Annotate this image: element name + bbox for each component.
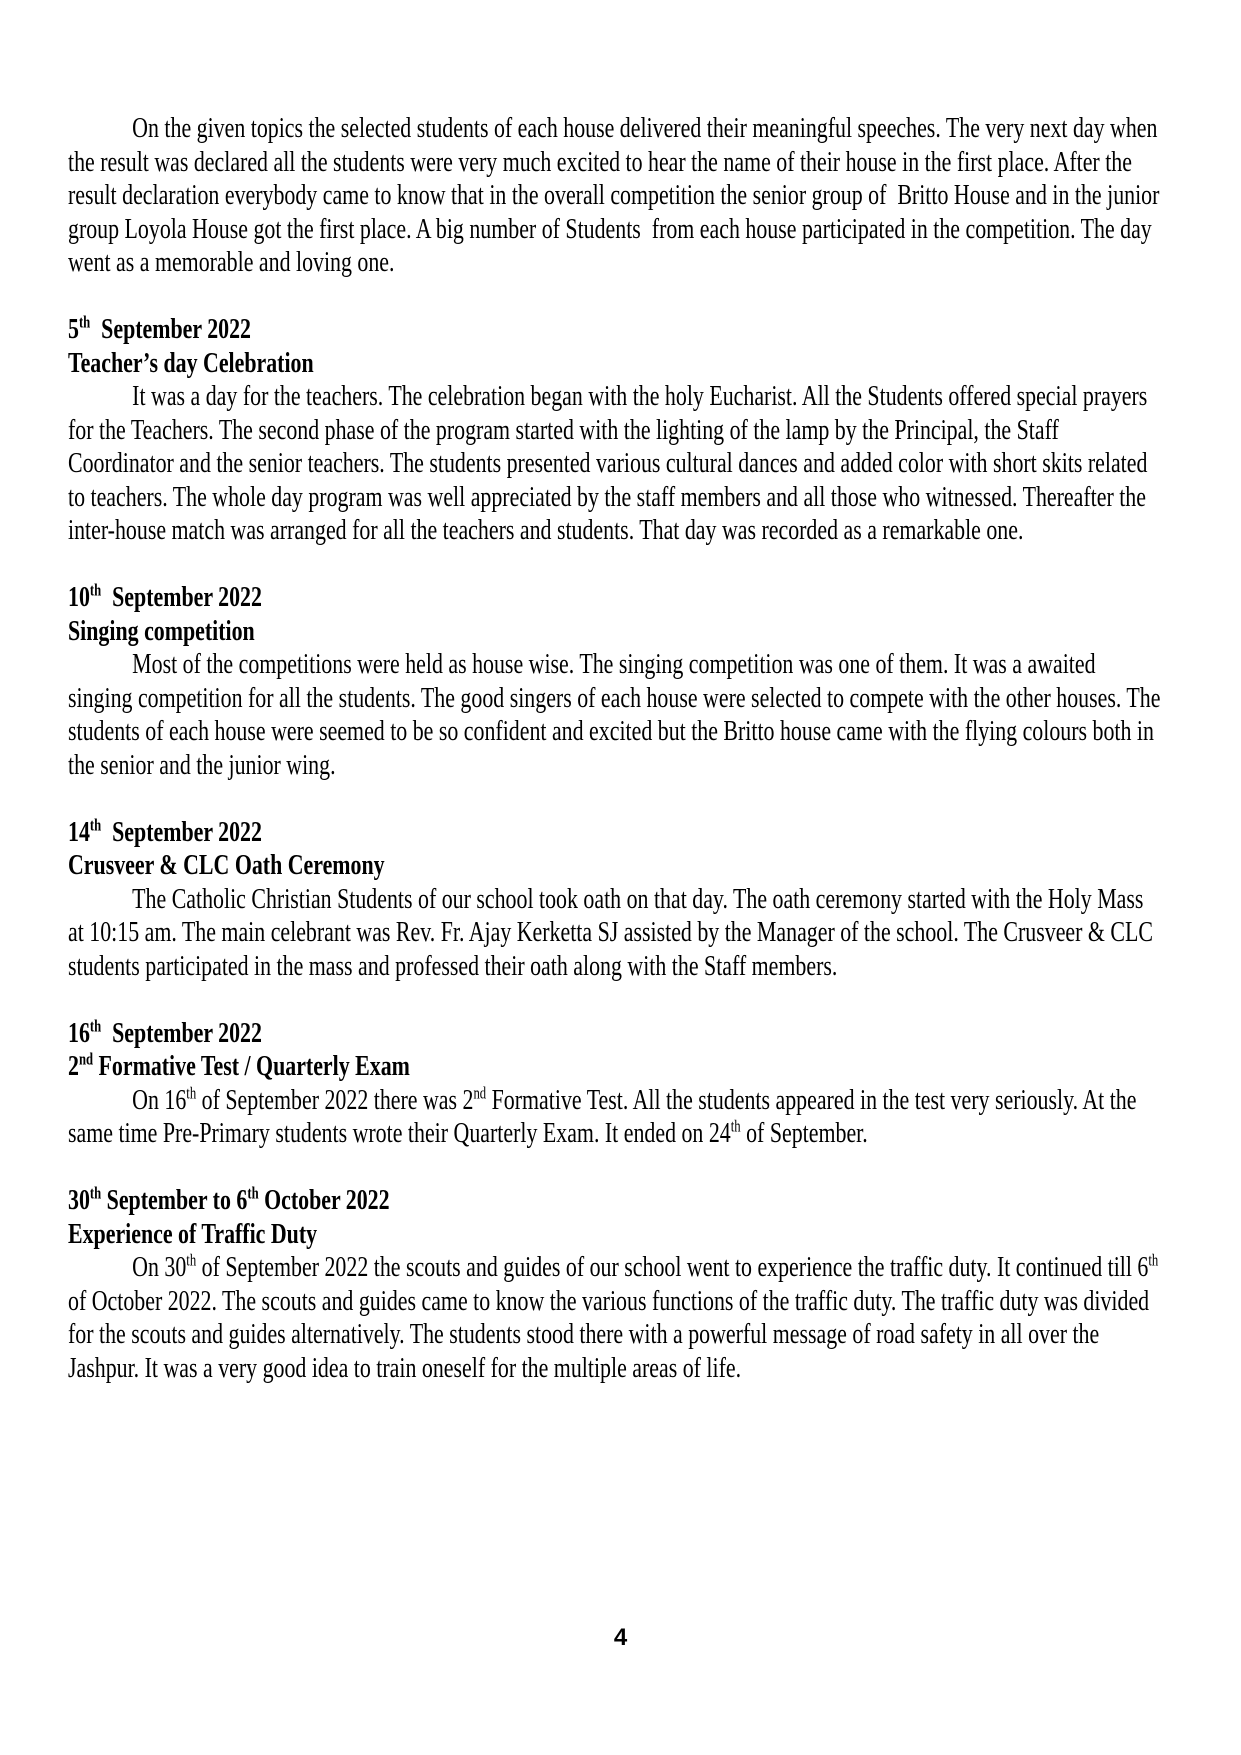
- section-date-heading: [68, 313, 1163, 347]
- section-paragraph: [68, 648, 1166, 782]
- ordinal-superscript: th: [186, 1082, 197, 1102]
- ordinal-superscript: nd: [473, 1082, 487, 1102]
- text-run: of September.: [740, 1117, 868, 1149]
- text-run: 10: [68, 581, 90, 613]
- text-run: 16: [68, 1016, 90, 1049]
- ordinal-superscript: th: [1148, 1250, 1159, 1270]
- text-run: of September 2022 the scouts and guides of our school went to experience the traffic duty. It continued till 6: [196, 1251, 1149, 1283]
- section-date-heading: [68, 816, 1163, 850]
- text-run: September 2022: [90, 313, 251, 345]
- document-content: [68, 112, 1166, 1385]
- text-run: 2: [68, 1050, 79, 1082]
- text-run: 30: [68, 1184, 90, 1216]
- section-date-heading: [68, 581, 1163, 615]
- text-run: 14: [68, 815, 90, 848]
- section-title-heading: [68, 347, 1163, 381]
- text-run: Singing competition: [68, 614, 255, 647]
- ordinal-superscript: nd: [78, 1049, 94, 1069]
- text-run: It was a day for the teachers. The celebration began with the holy Eucharist. All the Students offered special prayers for the Teachers. The second phase of the program started with the lighting of the lamp by the Principal, the Staff Coordinator and the senior teachers. The students presented various cultural dances and added color with short skits related to teachers. The whole day program was well appreciated by the staff members and all those who witnessed. Thereafter the inter-house match was arranged for all the teachers and students. That day was recorded as a remarkable one.: [68, 380, 1153, 546]
- text-run: September 2022: [101, 815, 262, 848]
- text-run: The Catholic Christian Students of our school took oath on that day. The oath ceremony started with the Holy Mass at 10:15 am. The main celebrant was Rev. Fr. Ajay Kerketta SJ assisted by the Manager of the school. The Crusveer & CLC students participated in the mass and professed their oath along with the Staff members.: [68, 882, 1159, 982]
- newsletter-section: [68, 816, 1163, 984]
- ordinal-superscript: th: [78, 312, 91, 332]
- text-run: Experience of Traffic Duty: [68, 1217, 318, 1250]
- newsletter-section: [68, 1184, 1163, 1385]
- text-run: September to 6: [101, 1184, 248, 1216]
- ordinal-superscript: th: [89, 580, 102, 600]
- text-run: Crusveer & CLC Oath Ceremony: [68, 849, 385, 881]
- text-run: October 2022: [258, 1184, 390, 1216]
- ordinal-superscript: th: [89, 814, 102, 834]
- text-run: of September 2022 there was 2: [196, 1083, 474, 1116]
- newsletter-section: [68, 1017, 1163, 1151]
- newsletter-section: [68, 580, 1166, 782]
- text-run: Teacher’s day Celebration: [68, 346, 314, 379]
- text-run: Formative Test. All the students appeared in the test very seriously. At the same time Pre-Primary students wrote their Quarterly Exam. It ended on 24: [68, 1083, 1142, 1149]
- section-paragraph: [68, 1251, 1163, 1385]
- ordinal-superscript: th: [247, 1183, 259, 1203]
- text-run: September 2022: [101, 581, 262, 613]
- text-run: September 2022: [101, 1016, 262, 1049]
- section-title-heading: [68, 1050, 1163, 1084]
- ordinal-superscript: th: [89, 1183, 102, 1203]
- text-run: Most of the competitions were held as house wise. The singing competition was one of them. It was a awaited singing competition for all the students. The good singers of each house were selected to compete with the other houses. The students of each house were seemed to be so confident and excited but the Britto house came with the flying colours both in the senior and the junior wing.: [68, 648, 1166, 781]
- text-run: Formative Test / Quarterly Exam: [93, 1050, 410, 1082]
- text-run: On 16: [132, 1083, 187, 1116]
- text-run: On the given topics the selected students of each house delivered their meaningful speeches. The very next day when the result was declared all the students were very much excited to hear the name of their house in the first place. After the result declaration everybody came to know that in the overall competition the senior group of Britto House and in the junior group Loyola House got the first place. A big number of Students from each house participated in the competition. The day went as a memorable and loving one.: [68, 112, 1165, 278]
- ordinal-superscript: th: [186, 1250, 197, 1270]
- page-number: 4: [613, 1624, 628, 1651]
- section-title-heading: [68, 1218, 1163, 1252]
- newsletter-section: [68, 112, 1163, 280]
- section-date-heading: [68, 1184, 1163, 1218]
- text-run: 5: [68, 313, 79, 345]
- ordinal-superscript: th: [89, 1015, 102, 1035]
- section-paragraph: [68, 1084, 1163, 1151]
- text-run: of October 2022. The scouts and guides came to know the various functions of the traffic duty. The traffic duty was divided for the scouts and guides alternatively. The students stood there with a powerful message of road safety in all over the Jashpur. It was a very good idea to train oneself for the multiple areas of life.: [68, 1251, 1164, 1384]
- section-paragraph: [68, 380, 1163, 548]
- text-run: On 30: [132, 1251, 187, 1283]
- section-title-heading: [68, 849, 1163, 883]
- newsletter-section: [68, 313, 1163, 548]
- section-title-heading: [68, 615, 1163, 649]
- section-paragraph: [68, 112, 1163, 280]
- ordinal-superscript: th: [730, 1116, 741, 1136]
- section-paragraph: [68, 883, 1163, 984]
- section-date-heading: [68, 1017, 1163, 1051]
